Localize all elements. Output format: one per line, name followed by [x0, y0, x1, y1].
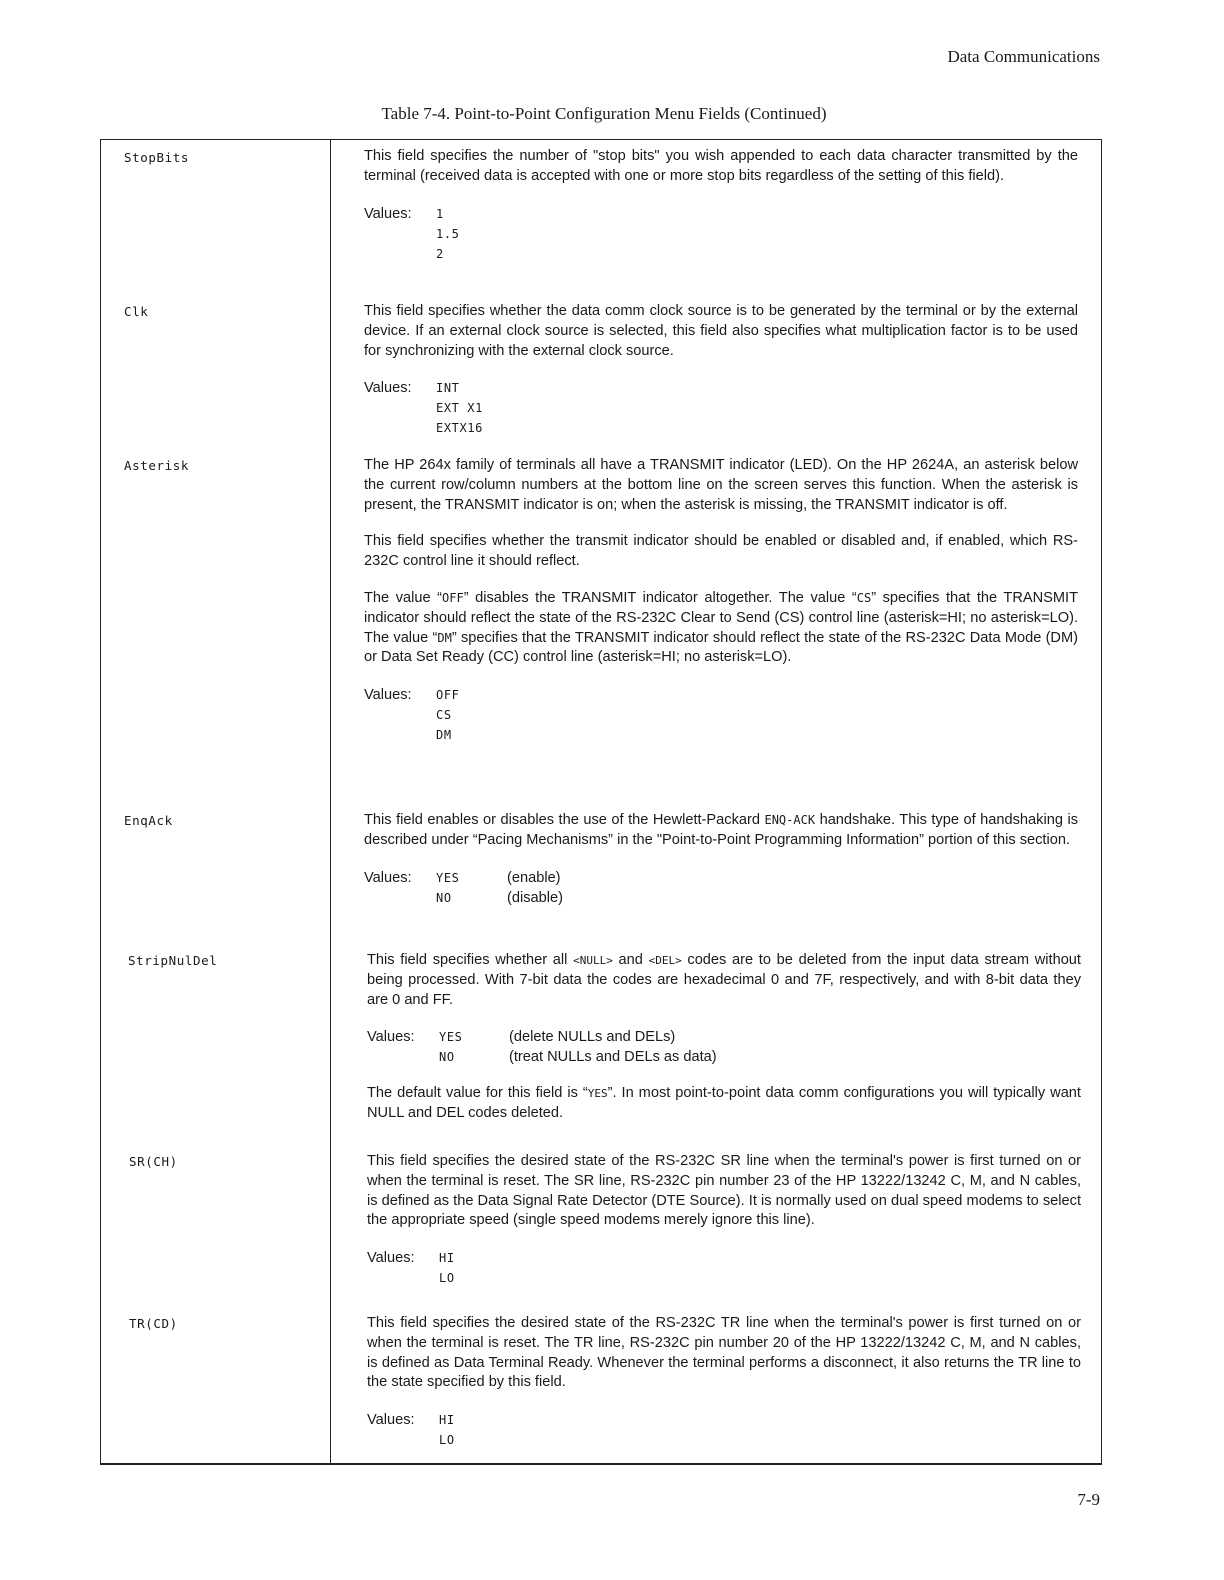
values-label: Values: — [367, 1250, 415, 1267]
values-label: Values: — [364, 687, 412, 704]
field-name-clk: Clk — [124, 304, 149, 319]
value-code: DM — [436, 728, 452, 743]
field-description-tr-cd — [367, 1314, 1081, 1450]
config-fields-table — [100, 139, 1102, 1465]
values-label: Values: — [364, 205, 412, 222]
inline-code: <NULL> — [573, 954, 613, 967]
value-code: OFF — [436, 688, 460, 703]
values-list — [364, 378, 1078, 438]
value-code: LO — [439, 1433, 455, 1448]
values-label: Values: — [364, 380, 412, 397]
inline-code: DM — [437, 630, 452, 645]
field-name-asterisk: Asterisk — [124, 458, 190, 473]
table-caption: Table 7-4. Point-to-Point Configuration Menu Fields (Continued) — [381, 104, 827, 123]
value-code: EXT X1 — [436, 401, 483, 416]
value-description: (disable) — [507, 889, 563, 906]
description-paragraph: The HP 264x family of terminals all have a TRANSMIT indicator (LED). On the HP 2624A, an asterisk below the current row/column numbers at the bottom line on the screen serves this function. When the asterisk is present, the TRANSMIT indicator is on; when the asterisk is missing, the TRANSMIT indicator is off. — [364, 457, 1078, 513]
inline-code: ENQ-ACK — [764, 813, 816, 827]
inline-code: YES — [587, 1087, 608, 1101]
value-description: (treat NULLs and DELs as data) — [509, 1049, 717, 1066]
field-name-sr-ch: SR(CH) — [129, 1154, 178, 1169]
description-paragraph: The value “OFF” disables the TRANSMIT indicator altogether. The value “CS” specifies that the TRANSMIT indicator should reflect the state of the RS-232C Clear to Send (CS) control line (asterisk=HI; no asterisk=LO). The value “DM” specifies that the TRANSMIT indicator should reflect the state of the RS-232C Data Mode (DM) or Data Set Ready (CC) control line (asterisk=HI; no asterisk=LO). — [364, 589, 1078, 666]
values-list — [364, 868, 1078, 908]
inline-code: OFF — [442, 590, 464, 605]
values-list — [364, 685, 1078, 745]
value-code: NO — [436, 890, 452, 905]
value-code: INT — [436, 381, 460, 396]
description-paragraph: This field specifies the desired state of the RS-232C TR line when the terminal's power is first turned on or when the terminal is reset. The TR line, RS-232C pin number 20 of the HP 13222/13242 C, M, and N cables, is defined as Data Terminal Ready. Whenever the terminal performs a disconnect, it also returns the TR line to the state specified by this field. — [367, 1315, 1081, 1391]
inline-code: CS — [856, 590, 872, 605]
column-divider — [330, 140, 331, 1463]
description-paragraph: This field specifies the desired state of the RS-232C SR line when the terminal's power is first turned on or when the terminal is reset. The SR line, RS-232C pin number 23 of the HP 13222/13242 C, M, and N cables, is defined as the Data Signal Rate Detector (DTE Source). It is normally used on dual speed modems to select the appropriate speed (single speed modems merely ignore this line). — [367, 1153, 1081, 1229]
values-label: Values: — [367, 1412, 415, 1429]
field-description-stripnuldel — [367, 951, 1081, 1141]
value-code: 2 — [436, 246, 444, 261]
default-note: The default value for this field is “YES”. In most point-to-point data comm configurations you will typically want NULL and DEL codes deleted. — [367, 1085, 1081, 1122]
field-description-sr-ch — [367, 1152, 1081, 1288]
description-paragraph: This field specifies the number of "stop bits" you wish appended to each data character transmitted by the terminal (received data is accepted with one or more stop bits regardless of the setting of this field). — [364, 148, 1078, 184]
values-list — [367, 1027, 1081, 1067]
field-description-stopbits — [364, 147, 1078, 264]
field-name-enqack: EnqAck — [124, 813, 173, 828]
field-description-asterisk — [364, 456, 1078, 745]
description-paragraph: This field enables or disables the use of the Hewlett-Packard ENQ-ACK handshake. This type of handshaking is described under “Pacing Mechanisms” in the "Point-to-Point Programming Information” portion of this section. — [364, 812, 1078, 848]
values-list — [367, 1410, 1081, 1450]
field-description-enqack — [364, 811, 1078, 908]
field-name-stripnuldel: StripNulDel — [128, 953, 218, 968]
value-description: (delete NULLs and DELs) — [509, 1029, 676, 1046]
value-code: 1.5 — [436, 226, 460, 241]
field-name-tr-cd: TR(CD) — [129, 1316, 178, 1331]
values-label: Values: — [367, 1029, 415, 1046]
field-name-stopbits: StopBits — [124, 150, 190, 165]
page-number: 7-9 — [1077, 1490, 1100, 1509]
field-description-clk — [364, 302, 1078, 438]
value-code: CS — [436, 708, 452, 723]
inline-code: <DEL> — [648, 954, 682, 967]
value-code: HI — [439, 1251, 455, 1266]
values-list — [367, 1248, 1081, 1288]
values-list — [364, 204, 1078, 264]
value-code: LO — [439, 1271, 455, 1286]
values-label: Values: — [364, 869, 412, 886]
description-paragraph: This field specifies whether the data comm clock source is to be generated by the terminal or by the external device. If an external clock source is selected, this field also specifies what multiplication factor is to be used for synchronizing with the external clock source. — [364, 303, 1078, 359]
value-code: NO — [439, 1050, 455, 1065]
running-head: Data Communications — [947, 47, 1100, 66]
value-code: HI — [439, 1413, 455, 1428]
description-paragraph: This field specifies whether all <NULL> and <DEL> codes are to be deleted from the input data stream without being processed. With 7-bit data the codes are hexadecimal 0 and 7F, respectively, and with 8-bit data they are 0 and FF. — [367, 952, 1081, 1008]
description-paragraph: This field specifies whether the transmit indicator should be enabled or disabled and, if enabled, which RS-232C control line it should reflect. — [364, 533, 1078, 570]
value-description: (enable) — [507, 869, 561, 886]
value-code: YES — [436, 870, 460, 885]
value-code: EXTX16 — [436, 421, 483, 436]
value-code: 1 — [436, 206, 444, 221]
value-code: YES — [439, 1030, 463, 1045]
